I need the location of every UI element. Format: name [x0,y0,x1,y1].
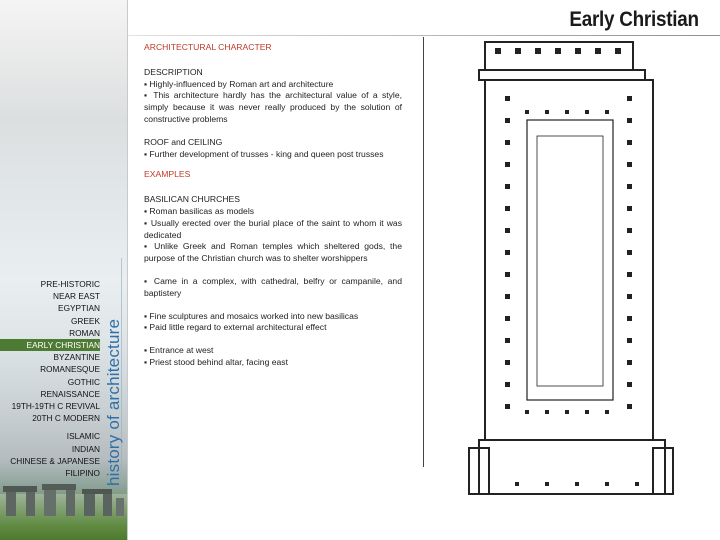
content-column [144,40,402,369]
nav-group-secondary [0,430,100,479]
nav-item-greek[interactable]: GREEK [70,315,100,326]
nav-item-revival[interactable]: 19TH-19TH C REVIVAL [11,401,100,412]
nav-item-chinese-japanese[interactable]: CHINESE & JAPANESE [10,455,100,466]
basilican-heading: BASILICAN CHURCHES [144,194,240,205]
description-bullet: ▪ This architecture hardly has the architectural value of a style, simply because it was never really produced by the solution of constructive problems [144,90,402,124]
section-title-architectural-character: ARCHITECTURAL CHARACTER [144,42,272,52]
nav-item-romanesque[interactable]: ROMANESQUE [40,364,100,375]
basilican-bullet: ▪ Roman basilicas as models [144,205,255,216]
section-title-examples: EXAMPLES [144,169,191,180]
nav-item-early-christian[interactable]: EARLY CHRISTIAN [0,339,100,351]
column-divider [423,37,424,467]
description-heading: DESCRIPTION [144,66,203,77]
basilican-block [144,194,402,369]
nav-item-near-east[interactable]: NEAR EAST [52,291,100,302]
roof-heading: ROOF and CEILING [144,136,223,147]
nav-item-pre-historic[interactable]: PRE-HISTORIC [40,279,100,289]
description-bullet: ▪ Highly-influenced by Roman art and architecture [144,78,334,89]
nav-item-egyptian[interactable]: EGYPTIAN [58,303,100,314]
nav-item-byzantine[interactable]: BYZANTINE [53,352,100,363]
basilican-bullet: ▪ Entrance at west [144,345,214,356]
basilica-floor-plan [455,36,705,501]
nav-item-filipino[interactable]: FILIPINO [65,468,100,479]
nav-item-indian[interactable]: INDIAN [71,443,100,454]
basilican-bullet: ▪ Came in a complex, with cathedral, belfry or campanile, and baptistery [144,275,402,298]
nav-group-primary [0,278,100,424]
basilican-bullet: ▪ Paid little regard to external architectural effect [144,322,327,333]
era-navigation [0,278,100,479]
nav-item-islamic[interactable]: ISLAMIC [66,431,100,442]
basilican-bullet: ▪ Fine sculptures and mosaics worked into new basilicas [144,310,359,321]
roof-bullet: ▪ Further development of trusses - king and queen post trusses [144,148,384,159]
history-of-architecture-title: history of architecture [104,318,123,486]
sidebar-divider [127,0,128,540]
roof-block [144,137,402,161]
basilican-bullet: ▪ Priest stood behind altar, facing east [144,356,288,367]
basilican-bullet: ▪ Usually erected over the burial place of the saint to whom it was dedicated [144,217,402,240]
nav-item-renaissance[interactable]: RENAISSANCE [40,388,100,399]
basilican-bullet: ▪ Unlike Greek and Roman temples which sheltered gods, the purpose of the Christian church was to shelter worshippers [144,241,402,264]
page-title: Early Christian [569,8,699,31]
description-block [144,67,402,126]
nav-item-modern[interactable]: 20TH C MODERN [32,413,100,424]
nav-item-gothic[interactable]: GOTHIC [67,376,100,387]
nav-item-roman[interactable]: ROMAN [69,327,100,338]
